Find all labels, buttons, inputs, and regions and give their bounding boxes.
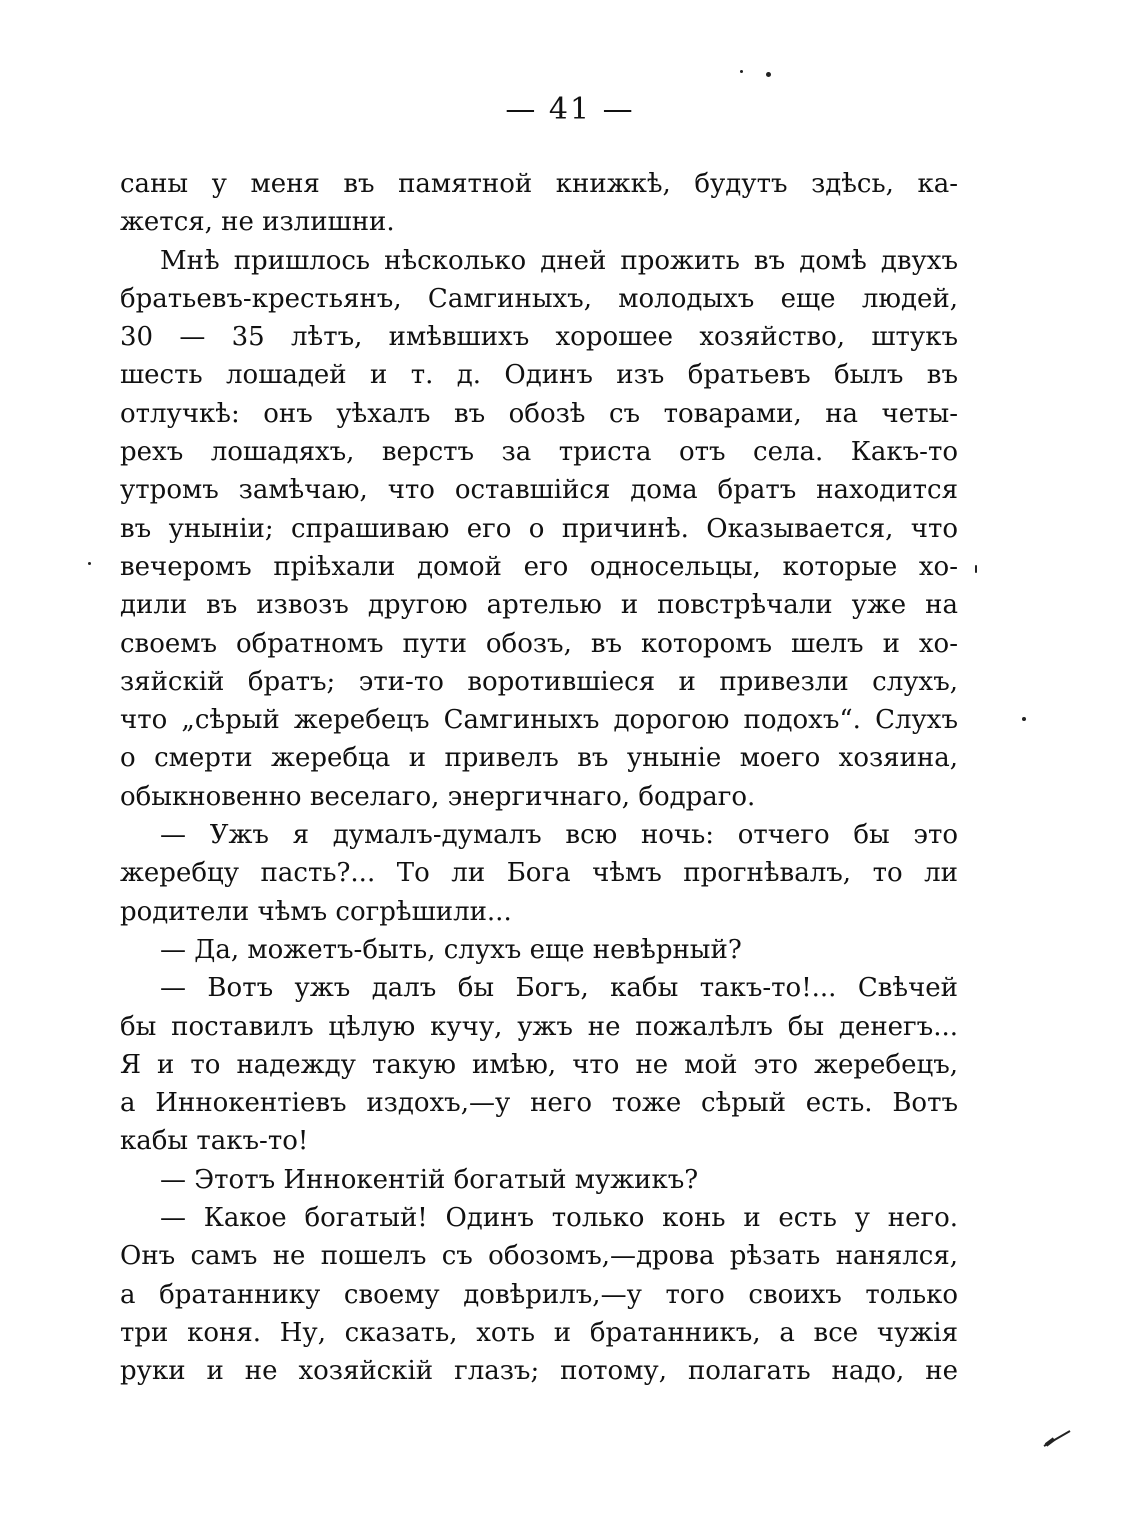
- text-line: саны у меня въ памятной книжкѣ, будутъ здѣсь, ка-: [120, 169, 958, 199]
- text-line: — Вотъ ужъ далъ бы Богъ, кабы такъ-то!... Свѣчей: [160, 973, 958, 1004]
- scan-speck: [975, 565, 977, 573]
- text-line: братьевъ-крестьянъ, Самгиныхъ, молодыхъ еще людей,: [120, 283, 958, 314]
- page-body-text: [120, 165, 958, 1391]
- text-line: руки и не хозяйскій глазъ; потому, полагать надо, не: [120, 1356, 958, 1387]
- scan-speck: [88, 562, 91, 565]
- text-line: — Какое богатый! Одинъ только конь и есть у него.: [160, 1203, 958, 1234]
- text-line: отлучкѣ: онъ уѣхалъ въ обозѣ съ товарами, на четы-: [120, 398, 958, 429]
- text-line: родители чѣмъ согрѣшили...: [120, 896, 512, 927]
- text-line: а Иннокентіевъ издохъ,—у него тоже сѣрый есть. Вотъ: [120, 1088, 958, 1119]
- text-line: обыкновенно веселаго, энергичнаго, бодраго.: [120, 781, 756, 812]
- text-line: утромъ замѣчаю, что оставшійся дома братъ находится: [120, 475, 958, 506]
- text-line: кабы такъ-то!: [120, 1126, 309, 1157]
- text-line: зяйскій братъ; эти-то воротившіеся и привезли слухъ,: [120, 666, 958, 697]
- text-line: въ уныніи; спрашиваю его о причинѣ. Оказывается, что: [120, 513, 958, 544]
- scan-speck: [766, 72, 771, 77]
- scan-speck: [1022, 717, 1026, 721]
- text-line: три коня. Ну, сказать, хоть и братанникъ, а все чужія: [120, 1317, 958, 1348]
- text-line: — Да, можетъ-быть, слухъ еще невѣрный?: [160, 934, 742, 965]
- text-line: жеребцу пасть?... То ли Бога чѣмъ прогнѣвалъ, то ли: [120, 858, 958, 889]
- text-line: а братаннику своему довѣрилъ,—у того своихъ только: [120, 1279, 958, 1310]
- scan-speck: [740, 70, 743, 73]
- text-line: шесть лошадей и т. д. Одинъ изъ братьевъ былъ въ: [120, 360, 958, 391]
- ink-mark-icon: [1042, 1428, 1072, 1448]
- text-line: — Этотъ Иннокентій богатый мужикъ?: [160, 1164, 699, 1195]
- text-line: рехъ лошадяхъ, верстъ за триста отъ села. Какъ-то: [120, 437, 958, 468]
- page-number: — 41 —: [505, 92, 635, 127]
- text-line: дили въ извозъ другою артелью и повстрѣчали уже на: [120, 590, 958, 621]
- text-line: Я и то надежду такую имѣю, что не мой это жеребецъ,: [120, 1049, 958, 1080]
- text-line: своемъ обратномъ пути обозъ, въ которомъ шелъ и хо-: [120, 628, 958, 659]
- text-line: — Ужъ я думалъ-думалъ всю ночь: отчего бы это: [160, 820, 958, 851]
- text-line: бы поставилъ цѣлую кучу, ужъ не пожалѣлъ бы денегъ...: [120, 1011, 958, 1042]
- text-line: вечеромъ пріѣхали домой его односельцы, которые хо-: [120, 551, 958, 582]
- text-line: 30 — 35 лѣтъ, имѣвшихъ хорошее хозяйство, штукъ: [120, 322, 958, 353]
- text-line: что „сѣрый жеребецъ Самгиныхъ дорогою подохъ“. Слухъ: [120, 705, 958, 736]
- text-line: Онъ самъ не пошелъ съ обозомъ,—дрова рѣзать нанялся,: [120, 1241, 958, 1272]
- text-line: Мнѣ пришлось нѣсколько дней прожить въ домѣ двухъ: [160, 245, 958, 276]
- text-line: о смерти жеребца и привелъ въ уныніе моего хозяина,: [120, 743, 958, 774]
- text-line: жется, не излишни.: [120, 207, 395, 238]
